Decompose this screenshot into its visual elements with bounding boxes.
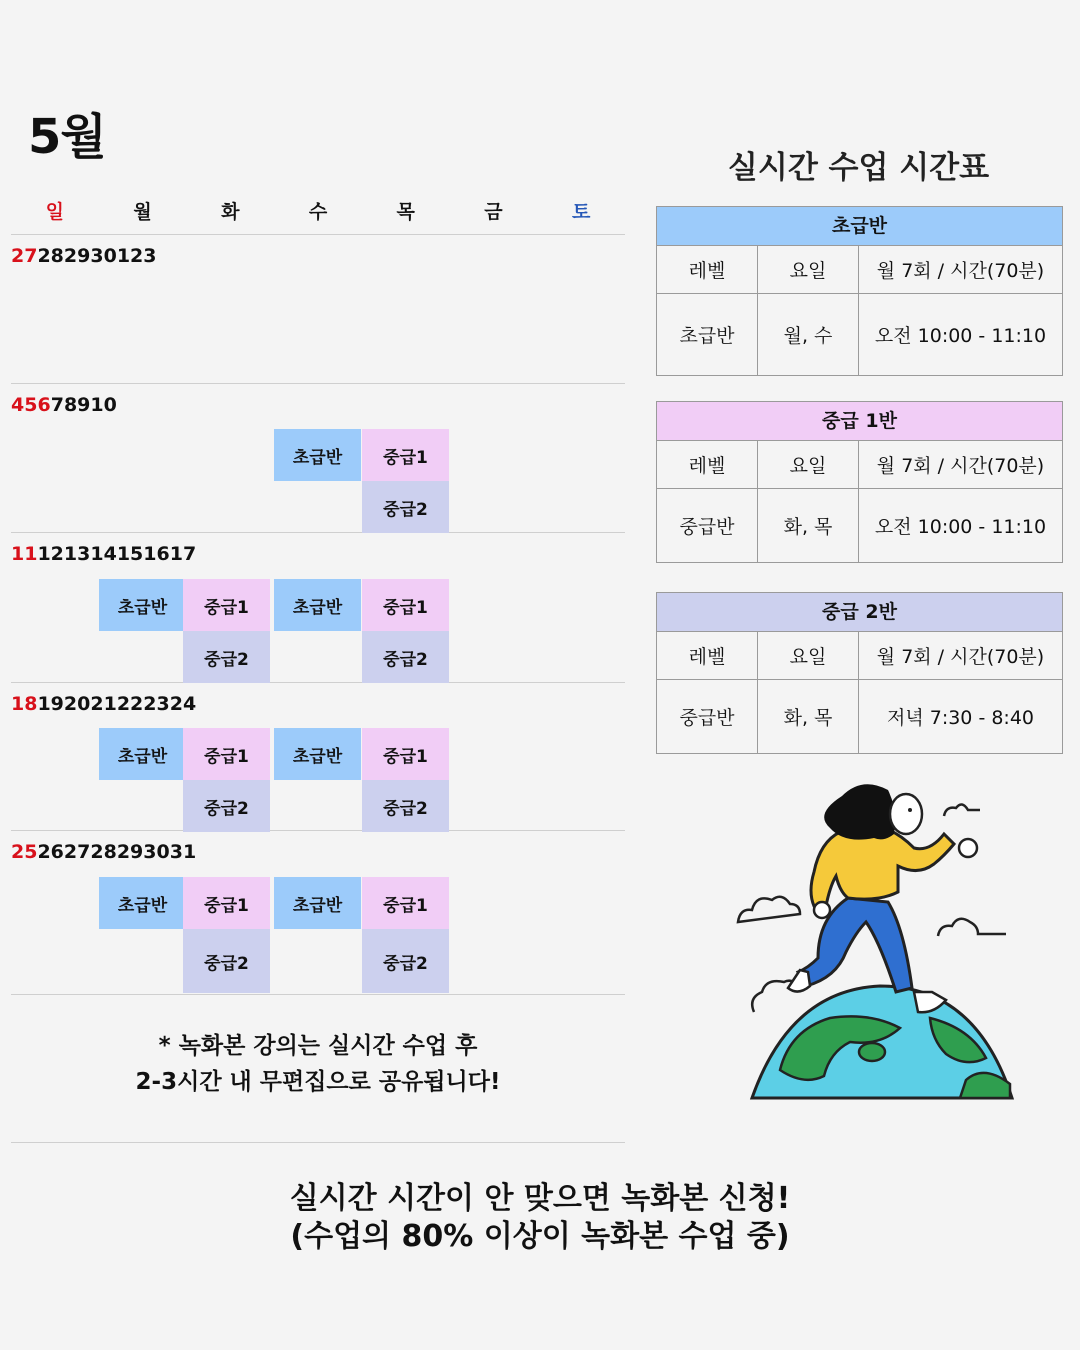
day-number: 16 [143,543,170,565]
class-slot-mid1: 중급1 [183,579,270,631]
weekday-fri: 금 [484,201,503,223]
col-level-header: 레벨 [657,246,758,293]
class-slot-mid1: 중급1 [183,877,270,929]
timetable-mid1 [656,401,1063,563]
day-number: 8 [63,394,78,416]
day-number: 24 [169,693,197,715]
weekday-mon: 월 [133,201,152,223]
class-slot-mid2: 중급2 [362,631,449,683]
cloud-icon [944,804,980,816]
day-number: 7 [50,394,64,416]
day-number: 29 [116,841,144,863]
day-number: 28 [37,245,64,267]
weekday-sat: 토 [571,201,591,223]
class-slot-mid1: 중급1 [183,728,270,780]
class-slot-basic: 초급반 [274,877,361,929]
day-number: 11 [11,543,38,565]
bottom-line-1: 실시간 시간이 안 맞으면 녹화본 신청! [289,1181,791,1216]
bottom-message [0,1180,1080,1256]
calendar-week-5 [11,831,625,995]
class-slot-mid1: 중급1 [362,429,449,481]
cell-level: 중급반 [657,680,758,753]
day-number: 15 [116,543,144,565]
day-number: 30 [90,245,117,267]
weekday-sun: 일 [45,201,65,223]
day-number: 28 [90,841,117,863]
class-slot-mid2: 중급2 [183,780,270,832]
day-number: 19 [37,693,64,715]
col-days-header: 요일 [758,246,859,293]
class-slot-basic: 초급반 [274,579,361,631]
timetable-title: 실시간 수업 시간표 [727,150,990,186]
day-number: 4 [11,394,25,416]
calendar-week-2 [11,384,625,533]
day-number: 14 [90,543,117,565]
cell-days: 화, 목 [758,489,859,562]
cell-days: 월, 수 [758,294,859,375]
class-slot-mid1: 중급1 [362,728,449,780]
class-slot-basic: 초급반 [99,877,186,929]
timetable-basic [656,206,1063,376]
timetable-basic-header: 초급반 [657,207,1062,246]
running-woman-on-globe-illustration [730,780,1030,1100]
day-number: 30 [143,841,170,863]
recording-note [11,1028,625,1100]
col-days-header: 요일 [758,441,859,488]
weekday-wed: 수 [308,201,328,223]
day-number-holiday: 6 [37,394,51,416]
col-time-header: 월 7회 / 시간(70분) [876,455,1045,477]
class-slot-mid2: 중급2 [362,780,449,832]
class-slot-basic: 초급반 [274,728,361,780]
month-title: 5월 [28,109,106,165]
day-number: 26 [37,841,64,863]
cell-level: 초급반 [657,294,758,375]
day-number: 22 [116,693,144,715]
day-number: 23 [143,693,170,715]
day-number: 31 [169,841,197,863]
cell-days: 화, 목 [758,680,859,753]
cell-time: 저녁 7:30 - 8:40 [886,707,1035,729]
day-number: 1 [116,245,131,267]
day-number: 17 [169,543,197,565]
day-number: 27 [63,841,91,863]
calendar-week-3 [11,533,625,683]
weekday-tue: 화 [221,201,240,223]
day-number: 18 [11,693,38,715]
note-line-2: 2-3시간 내 무편집으로 공유됩니다! [135,1069,501,1095]
day-number: 2 [130,245,144,267]
class-slot-mid1: 중급1 [362,579,449,631]
cell-time: 오전 10:00 - 11:10 [874,325,1047,347]
day-number: 29 [63,245,91,267]
day-number: 21 [90,693,117,715]
col-level-header: 레벨 [657,441,758,488]
day-number: 20 [63,693,91,715]
bottom-line-2: (수업의 80% 이상이 녹화본 수업 중) [290,1219,790,1254]
day-number: 9 [77,394,91,416]
note-line-1: * 녹화본 강의는 실시간 수업 후 [158,1033,478,1059]
day-number-holiday: 5 [24,394,38,416]
class-slot-mid1: 중급1 [362,877,449,929]
class-slot-basic: 초급반 [274,429,361,481]
day-number: 13 [63,543,91,565]
calendar-week-4 [11,683,625,831]
divider [11,1142,625,1143]
cloud-icon [738,897,800,922]
calendar-weekday-header [11,196,625,235]
class-slot-mid2: 중급2 [183,929,270,993]
weekday-thu: 목 [396,201,415,223]
day-number: 12 [37,543,64,565]
day-number: 25 [11,841,38,863]
day-number: 3 [143,245,157,267]
day-number: 27 [11,245,38,267]
col-time-header: 월 7회 / 시간(70분) [876,260,1045,282]
class-slot-basic: 초급반 [99,579,186,631]
timetable-mid1-header: 중급 1반 [657,402,1062,441]
class-slot-mid2: 중급2 [183,631,270,683]
class-slot-basic: 초급반 [99,728,186,780]
timetable-mid2 [656,592,1063,754]
class-slot-mid2: 중급2 [362,929,449,993]
timetable-mid2-header: 중급 2반 [657,593,1062,632]
col-level-header: 레벨 [657,632,758,679]
class-slot-mid2: 중급2 [362,481,449,533]
cell-level: 중급반 [657,489,758,562]
day-number: 10 [90,394,117,416]
cell-time: 오전 10:00 - 11:10 [874,516,1047,538]
col-days-header: 요일 [758,632,859,679]
col-time-header: 월 7회 / 시간(70분) [876,646,1045,668]
cloud-icon [938,919,1006,936]
calendar-week-1 [11,235,625,384]
